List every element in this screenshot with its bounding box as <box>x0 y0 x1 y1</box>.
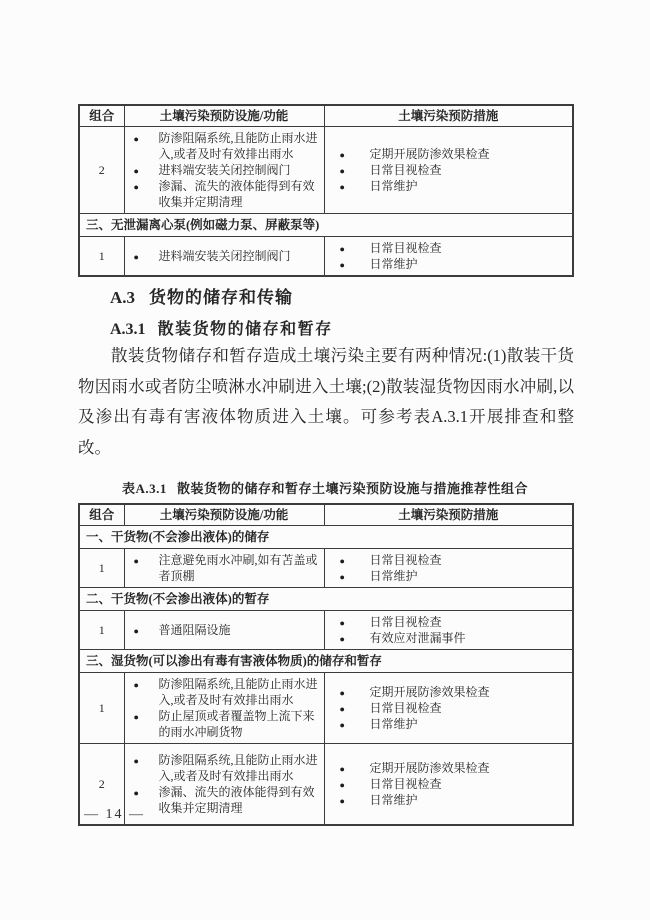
bullet-icon: ● <box>339 780 345 790</box>
section-label: 二、干货物(不会渗出液体)的暂存 <box>79 588 573 611</box>
measure-item <box>339 716 569 732</box>
table-row <box>79 611 573 650</box>
facility-item <box>133 178 320 210</box>
combo-number-cell: 1 <box>79 549 124 588</box>
bullet-icon: ● <box>133 182 139 192</box>
section-row <box>79 588 573 611</box>
column-header: 土壤污染预防措施 <box>324 504 573 526</box>
facility-item <box>133 708 320 740</box>
measure-item <box>339 792 569 808</box>
section-label: 三、无泄漏离心泵(例如磁力泵、屏蔽泵等) <box>79 214 573 237</box>
heading-a3-title: 货物的储存和传输 <box>149 288 294 307</box>
bullet-icon: ● <box>133 134 139 144</box>
bullet-icon: ● <box>339 720 345 730</box>
table-a31-caption-number: 表A.3.1 <box>122 481 167 496</box>
facilities-cell <box>124 127 324 214</box>
measure-item <box>339 700 569 716</box>
facility-text: 防渗阻隔系统,且能防止雨水进入,或者及时有效排出雨水 <box>158 677 318 707</box>
table-a31-caption-title: 散装货物的储存和暂存土壤污染预防设施与措施推荐性组合 <box>176 481 528 496</box>
measure-item <box>339 552 569 568</box>
measure-text: 日常维护 <box>369 257 418 271</box>
measure-text: 日常目视检查 <box>369 615 442 629</box>
bullet-icon: ● <box>339 244 345 254</box>
column-header: 土壤污染预防设施/功能 <box>124 105 324 127</box>
bullet-icon: ● <box>133 788 139 798</box>
bullet-icon: ● <box>339 634 345 644</box>
facility-text: 注意避免雨水冲刷,如有苫盖或者顶棚 <box>158 553 318 583</box>
heading-a3 <box>110 283 293 308</box>
bullet-icon: ● <box>339 796 345 806</box>
measure-text: 日常维护 <box>369 793 418 807</box>
measure-text: 日常目视检查 <box>369 701 442 715</box>
measure-item <box>339 776 569 792</box>
facility-text: 渗漏、流失的液体能得到有效收集并定期清理 <box>158 179 315 209</box>
facility-text: 进料端安装关闭控制阀门 <box>158 249 291 263</box>
facility-text: 防渗阻隔系统,且能防止雨水进入,或者及时有效排出雨水 <box>158 753 318 783</box>
facility-item <box>133 784 320 816</box>
measure-item <box>339 614 569 630</box>
heading-a31 <box>110 316 333 339</box>
table-a31-caption <box>78 478 572 497</box>
heading-a31-number: A.3.1 <box>110 321 146 338</box>
measures-cell <box>324 673 573 744</box>
table-a31-bulk-cargo-combinations <box>78 503 574 826</box>
section-label: 三、湿货物(可以渗出有毒有害液体物质)的储存和暂存 <box>79 650 573 673</box>
measures-cell <box>324 611 573 650</box>
bullet-icon: ● <box>133 556 139 566</box>
facility-item <box>133 622 320 638</box>
measure-text: 日常维护 <box>369 717 418 731</box>
combo-number-cell: 1 <box>79 611 124 650</box>
measure-item <box>339 630 569 646</box>
bullet-icon: ● <box>133 626 139 636</box>
heading-a31-title: 散装货物的储存和暂存 <box>157 321 333 338</box>
facilities-cell <box>124 611 324 650</box>
bullet-icon: ● <box>133 756 139 766</box>
section-label: 一、干货物(不会渗出液体)的储存 <box>79 526 573 549</box>
facility-item <box>133 552 320 584</box>
bullet-icon: ● <box>339 704 345 714</box>
section-row <box>79 214 573 237</box>
bullet-icon: ● <box>339 764 345 774</box>
facility-item <box>133 162 320 178</box>
measure-text: 日常目视检查 <box>369 777 442 791</box>
measure-item <box>339 240 569 256</box>
measure-text: 日常维护 <box>369 179 418 193</box>
measures-cell <box>324 549 573 588</box>
bullet-icon: ● <box>339 688 345 698</box>
column-header: 土壤污染预防设施/功能 <box>124 504 324 526</box>
column-header: 土壤污染预防措施 <box>324 105 573 127</box>
table-row <box>79 237 573 277</box>
facilities-cell <box>124 237 324 277</box>
table-row <box>79 744 573 826</box>
table-prevention-combinations-continued <box>78 104 574 277</box>
bullet-icon: ● <box>133 252 139 262</box>
bullet-icon: ● <box>339 572 345 582</box>
measure-item <box>339 256 569 272</box>
measure-text: 日常维护 <box>369 569 418 583</box>
bullet-icon: ● <box>339 182 345 192</box>
table-row <box>79 127 573 214</box>
measure-item <box>339 178 569 194</box>
table-row <box>79 673 573 744</box>
measure-item <box>339 146 569 162</box>
facility-item <box>133 248 320 264</box>
measures-cell <box>324 744 573 826</box>
measures-cell <box>324 237 573 277</box>
bullet-icon: ● <box>133 712 139 722</box>
measure-text: 定期开展防渗效果检查 <box>369 761 490 775</box>
facility-item <box>133 676 320 708</box>
section-row <box>79 650 573 673</box>
measure-item <box>339 568 569 584</box>
facility-item <box>133 130 320 162</box>
page-number: — 14 — <box>84 807 145 822</box>
measure-text: 日常目视检查 <box>369 163 442 177</box>
measure-text: 定期开展防渗效果检查 <box>369 685 490 699</box>
table-row <box>79 549 573 588</box>
facility-text: 进料端安装关闭控制阀门 <box>158 163 291 177</box>
facilities-cell <box>124 673 324 744</box>
heading-a3-number: A.3 <box>110 288 136 307</box>
measure-text: 有效应对泄漏事件 <box>369 631 466 645</box>
facilities-cell <box>124 744 324 826</box>
measures-cell <box>324 127 573 214</box>
measure-item <box>339 684 569 700</box>
facility-text: 渗漏、流失的液体能得到有效收集并定期清理 <box>158 785 315 815</box>
measure-text: 定期开展防渗效果检查 <box>369 147 490 161</box>
combo-number-cell: 2 <box>79 744 124 826</box>
bullet-icon: ● <box>339 556 345 566</box>
bullet-icon: ● <box>133 166 139 176</box>
bullet-icon: ● <box>339 150 345 160</box>
measure-text: 日常目视检查 <box>369 553 442 567</box>
bullet-icon: ● <box>133 680 139 690</box>
paragraph-bulk-cargo: 散装货物储存和暂存造成土壤污染主要有两种情况:(1)散装干货物因雨水或者防尘喷淋水冲刷进入土壤;(2)散装湿货物因雨水冲刷,以及渗出有毒有害液体物质进入土壤。可参考表A.3.1开展排查和整改。 <box>78 346 574 457</box>
column-header: 组合 <box>79 504 124 526</box>
bullet-icon: ● <box>339 260 345 270</box>
facilities-cell <box>124 549 324 588</box>
facility-text: 防止屋顶或者覆盖物上流下来的雨水冲刷货物 <box>158 709 315 739</box>
bullet-icon: ● <box>339 166 345 176</box>
combo-number-cell: 2 <box>79 127 124 214</box>
combo-number-cell: 1 <box>79 673 124 744</box>
measure-text: 日常目视检查 <box>369 241 442 255</box>
section-row <box>79 526 573 549</box>
facility-text: 防渗阻隔系统,且能防止雨水进入,或者及时有效排出雨水 <box>158 131 318 161</box>
column-header: 组合 <box>79 105 124 127</box>
header-row <box>79 105 573 127</box>
facility-text: 普通阻隔设施 <box>158 623 231 637</box>
header-row <box>79 504 573 526</box>
measure-item <box>339 760 569 776</box>
facility-item <box>133 752 320 784</box>
combo-number-cell: 1 <box>79 237 124 277</box>
bullet-icon: ● <box>339 618 345 628</box>
measure-item <box>339 162 569 178</box>
